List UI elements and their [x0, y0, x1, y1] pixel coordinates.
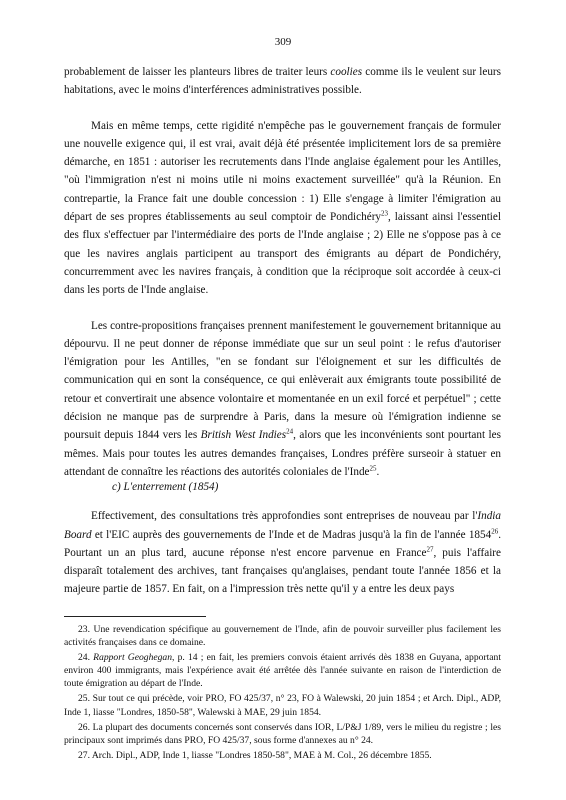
footnote-23: 23. Une revendication spécifique au gouvernement de l'Inde, afin de pouvoir surveiller plus facilement les activités françaises dans ce domaine. [64, 624, 501, 649]
text-run: Effectivement, des consultations très approfondies sont entreprises de nouveau par l' [91, 510, 478, 523]
footnote-25: 25. Sur tout ce qui précède, voir PRO, FO 425/37, n° 23, FO à Walewski, 20 juin 1854 ; et Arch. Dipl., ADP, Inde 1, liasse "Londres, 1850-58", Walewski à MAE, 29 juin 1854. [64, 693, 501, 718]
text-run: et l'EIC auprès des gouvernements de l'Inde et de Madras jusqu'à la fin de l'année 1854 [91, 528, 492, 541]
italic-term: British West Indies [200, 429, 287, 442]
italic-term: Rapport Geoghegan [93, 652, 173, 664]
body-text [64, 63, 501, 599]
text-run: probablement de laisser les planteurs libres de traiter leurs [64, 66, 331, 78]
text-run: comme ils le veulent sur leurs habitations, avec le moins d'interférences administratives possible. [64, 66, 501, 97]
paragraph-4 [64, 507, 501, 598]
paragraph-1 [64, 63, 501, 100]
paragraph-3 [64, 317, 501, 482]
paragraph-2 [64, 117, 501, 300]
text-run: Mais en même temps, cette rigidité n'empêche pas le gouvernement français de formuler une nouvelle exigence qui, il est vrai, avait déjà été présentée implicitement lors de sa première démarche, en 1851 : autoriser les recrutements dans l'Inde anglaise également pour les Antilles, "où l'immigration n'est ni moins utile ni moins exactement surveillée" qu'à la Réunion. En contrepartie, la France fait une double concession : 1) Elle s'engage à limiter l'émigration au départ de ses propres établissements au seul comptoir de Pondichéry [64, 119, 501, 224]
footnotes [64, 623, 501, 764]
italic-term: India Board [64, 510, 501, 541]
footnote-ref: 24 [286, 427, 294, 436]
footnote-ref: 25 [369, 464, 377, 473]
footnote-27: 27. Arch. Dipl., ADP, Inde 1, liasse "Londres 1850-58", MAE à M. Col., 26 décembre 1855. [78, 749, 432, 761]
text-run: . [376, 465, 380, 478]
text-run: 24. [78, 652, 94, 664]
footnote-ref: 27 [426, 545, 434, 554]
page-number: 309 [274, 36, 292, 48]
footnote-24 [64, 651, 501, 690]
text-run: , alors que les inconvénients sont pourtant les mêmes. Mais pour toutes les autres demandes françaises, Londres préfère surseoir à statuer en attendant de connaître les réactions des autorités coloniales de l'Inde [64, 429, 501, 478]
footnote-ref: 23 [381, 209, 389, 218]
footnote-26: 26. La plupart des documents concernés sont conservés dans IOR, L/P&J 1/89, vers le milieu du registre ; les principaux sont imprimés dans PRO, FO 425/37, sous forme d'annexes au n° 24. [64, 721, 501, 746]
text-run: . Pourtant un an plus tard, aucune réponse n'est encore parvenue en France [64, 528, 501, 559]
footnote-ref: 26 [491, 526, 499, 535]
text-run: , p. 14 ; en fait, les premiers convois étaient arrivés dès 1838 en Guyana, apportant environ 400 immigrants, mais l'expérience avait été arrêtée dès l'année suivante en raison de l'interdiction de toute émigration au départ de l'Inde. [64, 652, 502, 690]
footnote-divider [64, 616, 206, 617]
text-run: , puis l'affaire disparaît totalement des archives, tant françaises qu'anglaises, pendant toute l'année 1856 et la majeure partie de 1857. En fait, on a l'impression très nette qu'il y a entre les deux pays [64, 546, 501, 596]
text-run: Les contre-propositions françaises prennent manifestement le gouvernement britannique au dépourvu. Il ne peut donner de réponse immédiate que sur un seul point : le refus d'autoriser l'émigration pour les Antilles, "en se fondant sur l'éloignement et sur les difficultés de communication qui en sont la conséquence, ce qui enlèverait aux émigrants toute possibilité de retour et convertirait une absence volontaire et momentanée en un exil forcé et perpétuel" ; cette décision ne manque pas de surprendre à Paris, dans la mesure où l'émigration indienne se poursuit depuis 1844 vers les [64, 319, 501, 442]
text-run: , laissant ainsi l'essentiel des flux s'effectuer par l'intermédiaire des ports de l'Inde anglaise ; 2) Elle ne s'oppose pas à ce que les navires anglais participent au transport des émigrants au départ de Pondichéry, concurremment avec les navires français, à condition que la réciproque soit accordée à ceux-ci dans les ports de l'Inde anglaise. [64, 211, 501, 297]
italic-term: coolies [330, 66, 363, 78]
section-heading: c) L'enterrement (1854) [112, 481, 219, 494]
